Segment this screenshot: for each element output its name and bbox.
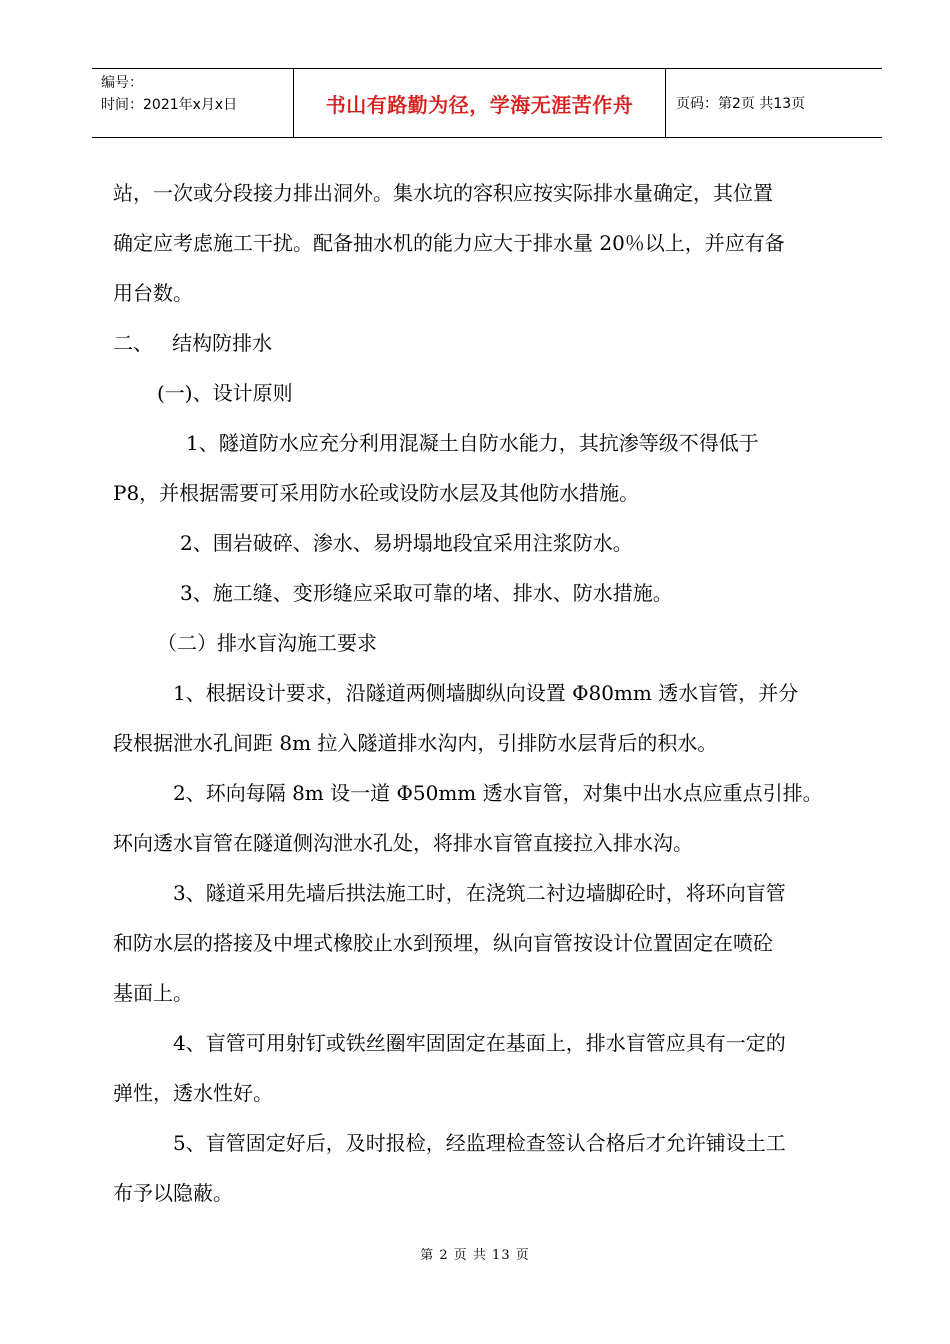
text-line: 确定应考虑施工干扰。配备抽水机的能力应大于排水量 20％以上，并应有备 [113,231,785,255]
header-motto: 书山有路勤为径，学海无涯苦作舟 [293,69,666,137]
subheading-design-principles: (一)、设计原则 [157,381,293,405]
drain-requirement-1: 1、根据设计要求，沿隧道两侧墙脚纵向设置 Φ80mm 透水盲管，并分 段根据泄水孔间距 8m 拉入隧道排水沟内，引排防水层背后的积水。 [113,681,799,755]
paragraph-drainage-continued [113,168,859,318]
drain-requirement-2: 2、环向每隔 8m 设一道 Φ50mm 透水盲管，对集中出水点应重点引排。 环向透水盲管在隧道侧沟泄水孔处，将排水盲管直接拉入排水沟。 [113,781,823,855]
time-label: 时间：2021年x月x日 [101,97,238,113]
design-principle-1: 1、隧道防水应充分利用混凝土自防水能力，其抗渗等级不得低于 P8，并根据需要可采用防水砼或设防水层及其他防水措施。 [113,431,759,505]
header-meta [92,69,293,137]
text-line: 站，一次或分段接力排出洞外。集水坑的容积应按实际排水量确定，其位置 [113,181,773,205]
drain-requirement-4: 4、盲管可用射钉或铁丝圈牢固固定在基面上，排水盲管应具有一定的 弹性，透水性好。 [113,1031,786,1105]
design-principle-2: 2、围岩破碎、渗水、易坍塌地段宜采用注浆防水。 [180,531,633,555]
drain-requirement-3: 3、隧道采用先墙后拱法施工时，在浇筑二衬边墙脚砼时，将环向盲管 和防水层的搭接及中埋式橡胶止水到预埋，纵向盲管按设计位置固定在喷砼 基面上。 [113,881,786,1005]
number-label: 编号： [101,75,143,91]
document-body [113,168,859,1218]
page-header [92,68,882,138]
page-footer: 第 2 页 共 13 页 [420,1248,530,1263]
drain-requirement-5: 5、盲管固定好后，及时报检，经监理检查签认合格后才允许铺设土工 布予以隐蔽。 [113,1131,786,1205]
subheading-blind-drain-requirements: （二）排水盲沟施工要求 [157,631,377,655]
section-heading-structural-waterproofing: 二、 结构防排水 [113,331,273,355]
text-line: 用台数。 [113,281,193,305]
design-principle-3: 3、施工缝、变形缝应采取可靠的堵、排水、防水措施。 [180,581,673,605]
header-page-info: 页码：第2页 共13页 [676,96,806,112]
